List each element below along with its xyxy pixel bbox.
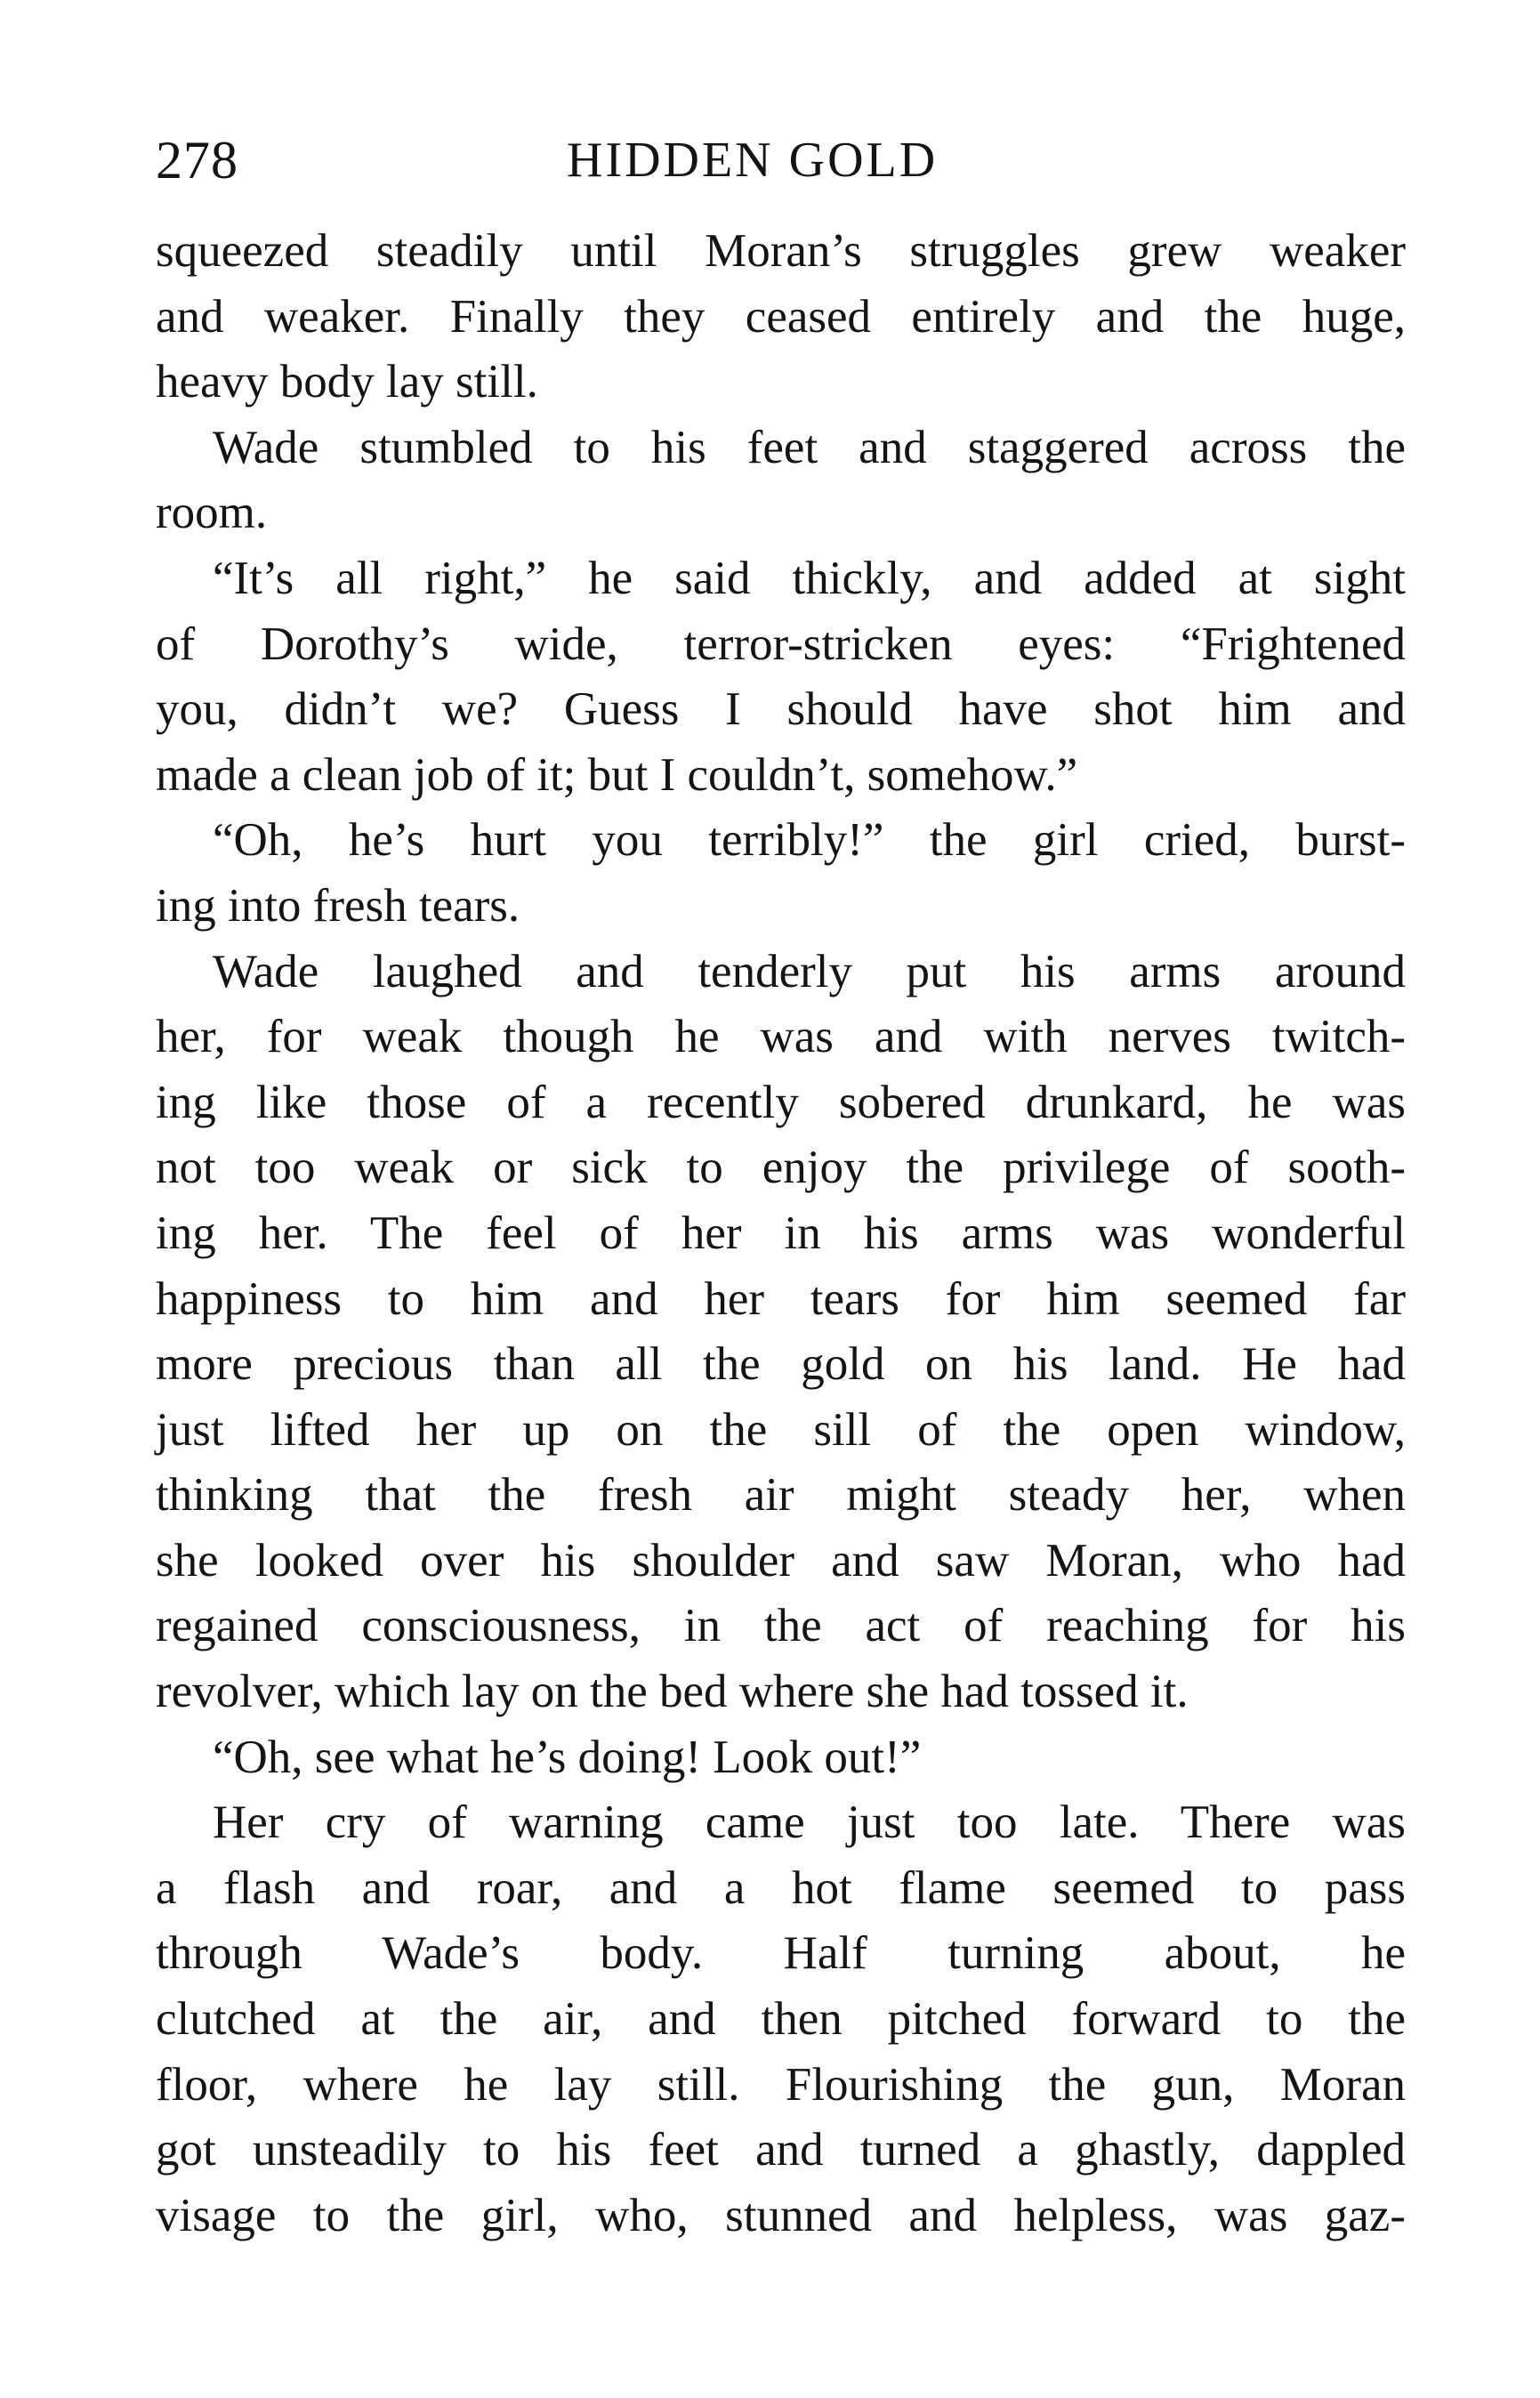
text-line: room. [156, 487, 268, 539]
text-line: just lifted her up on the sill of the open window, [156, 1403, 1406, 1456]
text-line: ing her. The feel of her in his arms was wonderful [156, 1207, 1406, 1259]
text-line: made a clean job of it; but I couldn’t, somehow.” [156, 748, 1078, 801]
text-line: Wade laughed and tenderly put his arms around [213, 945, 1406, 997]
text-line: revolver, which lay on the bed where she had tossed it. [156, 1666, 1189, 1718]
text-line: you, didn’t we? Guess I should have shot him and [156, 683, 1406, 736]
running-head [156, 125, 1406, 196]
text-line: she looked over his shoulder and saw Moran, who had [156, 1534, 1406, 1587]
text-line: visage to the girl, who, stunned and helpless, was gaz- [156, 2189, 1406, 2241]
text-line: heavy body lay still. [156, 356, 538, 408]
text-line: of Dorothy’s wide, terror-stricken eyes: “Frightened [156, 618, 1406, 670]
running-title: HIDDEN GOLD [567, 133, 939, 188]
text-line: happiness to him and her tears for him seemed far [156, 1272, 1406, 1325]
text-line: “Oh, he’s hurt you terribly!” the girl cried, burst- [213, 814, 1406, 867]
text-line: Wade stumbled to his feet and staggered across the [213, 421, 1406, 473]
body-text [156, 219, 1406, 2249]
text-line: ing like those of a recently sobered drunkard, he was [156, 1076, 1406, 1128]
text-line: not too weak or sick to enjoy the privilege of sooth- [156, 1142, 1406, 1194]
text-line: clutched at the air, and then pitched forward to the [156, 1993, 1406, 2046]
text-line: more precious than all the gold on his land. He had [156, 1338, 1406, 1391]
text-line: got unsteadily to his feet and turned a ghastly, dappled [156, 2124, 1406, 2176]
text-line: “It’s all right,” he said thickly, and added at sight [213, 552, 1406, 604]
text-line: ing into fresh tears. [156, 879, 520, 932]
text-line: “Oh, see what he’s doing! Look out!” [213, 1731, 922, 1783]
text-line: through Wade’s body. Half turning about, he [156, 1927, 1406, 1980]
text-line: her, for weak though he was and with nerves twitch- [156, 1011, 1406, 1063]
text-line: floor, where he lay still. Flourishing the gun, Moran [156, 2058, 1406, 2111]
page-number: 278 [156, 131, 238, 190]
text-line: Her cry of warning came just too late. There was [213, 1796, 1406, 1849]
text-line: regained consciousness, in the act of reaching for his [156, 1600, 1406, 1652]
text-line: and weaker. Finally they ceased entirely and the huge, [156, 290, 1406, 343]
text-line: squeezed steadily until Moran’s struggles grew weaker [156, 225, 1406, 277]
text-line: a flash and roar, and a hot flame seemed to pass [156, 1861, 1406, 1914]
text-line: thinking that the fresh air might steady her, when [156, 1469, 1406, 1522]
